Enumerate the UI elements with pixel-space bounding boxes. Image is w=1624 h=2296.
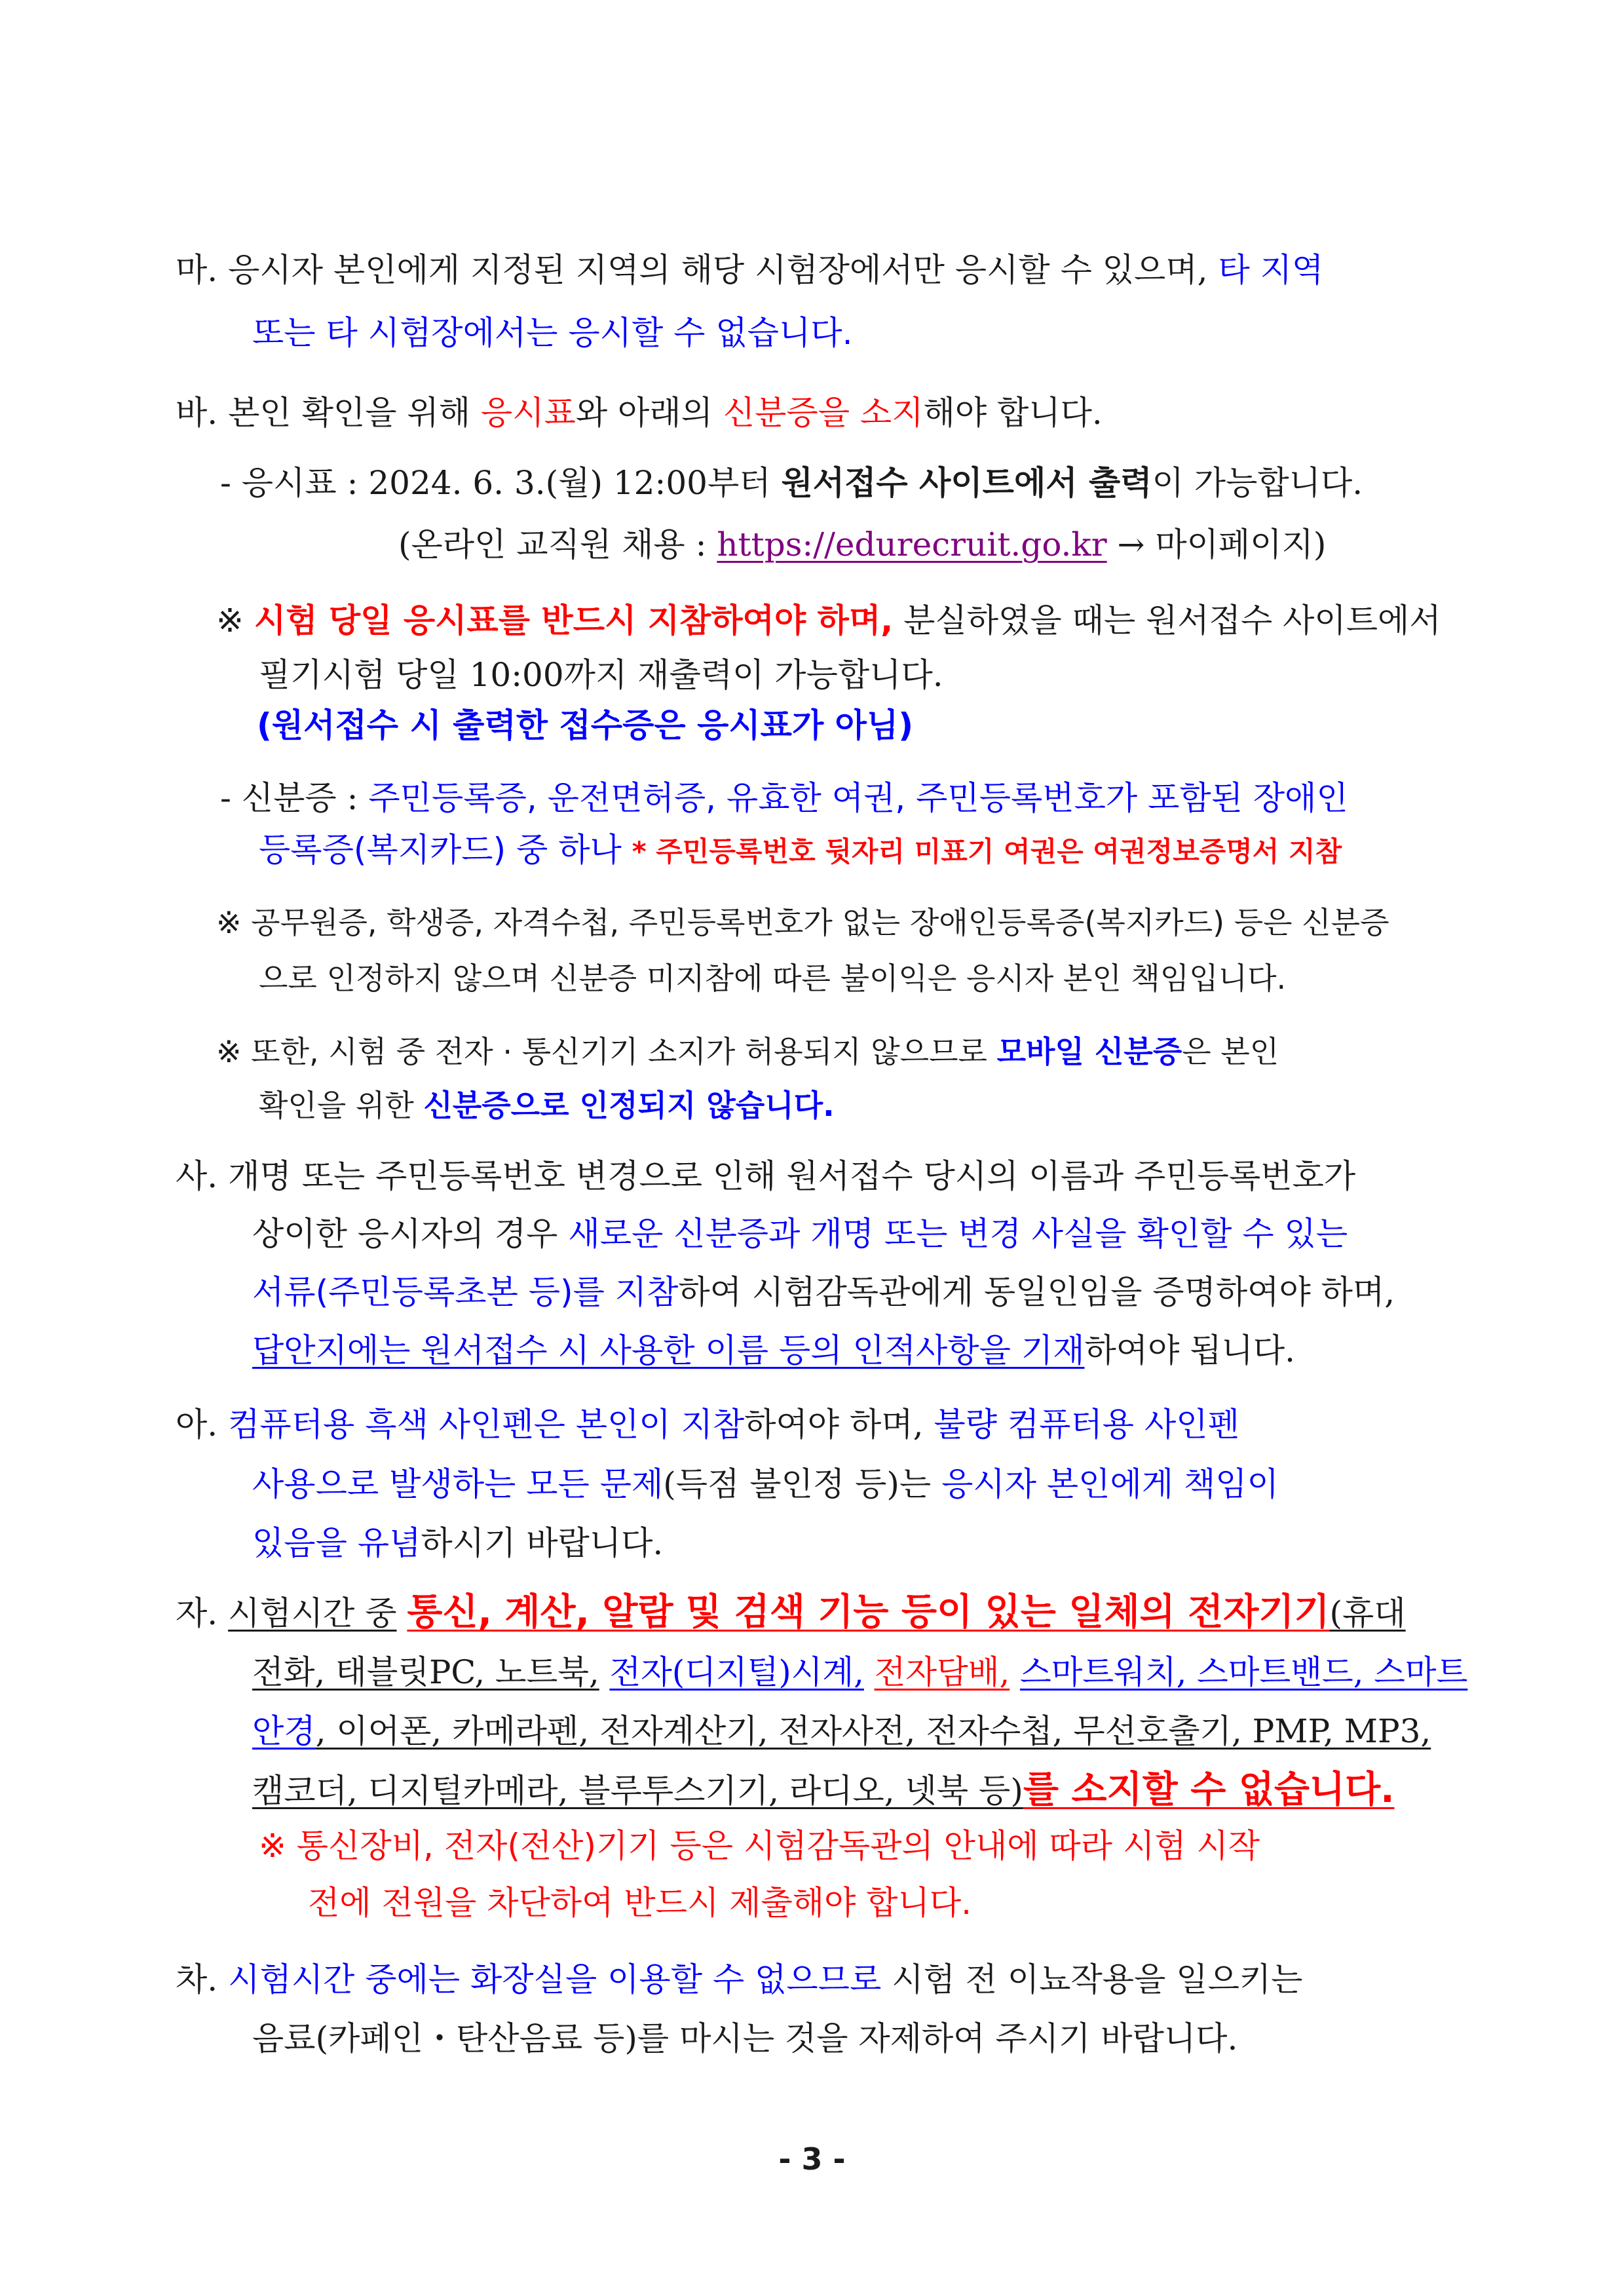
item-sa-text-2b: 새로운 신분증과 개명 또는 변경 사실을 확인할 수 있는	[568, 1215, 1348, 1253]
item-sa-text-3b: 하여 시험감독관에게 동일인임을 증명하여야 하며,	[678, 1273, 1395, 1311]
item-ba-text-2: 응시표	[480, 394, 576, 432]
notice-3-mobile-id: 모바일 신분증	[996, 1034, 1182, 1069]
notice-2-text-1: 공무원증, 학생증, 자격수첩, 주민등록번호가 없는 장애인등록증(복지카드) 등은 신분증	[251, 905, 1389, 940]
item-sa-line-2	[252, 1211, 1348, 1257]
id-card-list-1: 주민등록증, 운전면허증, 유효한 여권, 주민등록번호가 포함된 장애인	[368, 779, 1348, 817]
item-a-text-2a: 사용으로 발생하는 모든 문제	[252, 1465, 664, 1503]
item-ba-marker: 바.	[176, 394, 218, 432]
notice-3-line-1	[216, 1029, 1279, 1075]
notice-3-text-a: 또한, 시험 중 전자 · 통신기기 소지가 허용되지 않으므로	[251, 1034, 987, 1069]
item-cha-text-1b: 시험 전 이뇨작용을 일으키는	[892, 1961, 1303, 1999]
notice-2-mark: ※	[216, 905, 242, 940]
id-card-list-2: 등록증(복지카드) 중 하나	[259, 831, 622, 869]
edurecruit-link[interactable]: https://edurecruit.go.kr	[717, 526, 1107, 564]
item-sa-line-3	[252, 1269, 1395, 1315]
item-ja-text-2a: 전화, 태블릿PC, 노트북,	[252, 1653, 599, 1691]
item-cha-line-2: 음료(카페인・탄산음료 등)를 마시는 것을 자제하여 주시기 바랍니다.	[252, 2019, 1238, 2057]
item-ja-text-2c: 전자담배,	[874, 1653, 1010, 1691]
item-a-text-3a: 있음을 유념	[252, 1524, 421, 1562]
item-ja-marker: 자.	[176, 1594, 218, 1632]
item-ja-text-2b: 전자(디지털)시계,	[609, 1653, 864, 1691]
notice-3-text-e: 신분증으로 인정되지 않습니다.	[423, 1088, 835, 1123]
notice-1-red: 시험 당일 응시표를 반드시 지참하여야 하며,	[254, 602, 894, 640]
notice-1-line-2: 필기시험 당일 10:00까지 재출력이 가능합니다.	[259, 656, 943, 694]
admission-site-line	[398, 522, 1326, 567]
item-cha-text-1a: 시험시간 중에는 화장실을 이용할 수 없으므로	[228, 1961, 882, 1999]
id-card-line-2	[259, 827, 1342, 875]
admission-site-open: (온라인 교직원 채용 :	[398, 526, 707, 564]
notice-2-line-2: 으로 인정하지 않으며 신분증 미지참에 따른 불이익은 응시자 본인 책임입니다.	[259, 961, 1287, 996]
item-a-marker: 아.	[176, 1406, 218, 1444]
notice-3-text-c: 은 본인	[1182, 1034, 1279, 1069]
item-ja-text-1a: 시험시간 중	[228, 1594, 397, 1632]
item-ba-text-5: 소지	[859, 394, 924, 432]
id-card-lead: - 신분증 :	[220, 779, 358, 817]
item-sa-text-4a: 답안지에는 원서접수 시 사용한 이름 등의 인적사항을 기재	[252, 1331, 1085, 1369]
item-ja-text-3a: 안경	[252, 1712, 316, 1750]
item-ba-text-3: 와 아래의	[575, 394, 713, 432]
item-ma-marker: 마.	[176, 251, 218, 289]
item-a-line-2	[252, 1461, 1279, 1507]
item-a-text-2c: 응시자 본인에게 책임이	[941, 1465, 1279, 1503]
page-number: - 3 -	[778, 2141, 846, 2177]
item-a-text-1b: 하여야 하며,	[744, 1406, 924, 1444]
item-ba-text-4: 신분증을	[723, 394, 850, 432]
item-ja-text-4a: 캠코더, 디지털카메라, 블루투스기기, 라디오, 넷북 등)	[252, 1772, 1023, 1810]
item-cha-line-1	[176, 1957, 1302, 2002]
admission-ticket-lead: - 응시표 : 2024. 6. 3.(월) 12:00부터	[220, 464, 771, 502]
notice-1-line-3: (원서접수 시 출력한 접수증은 응시표가 아님)	[257, 706, 914, 744]
notice-1-mark: ※	[216, 602, 244, 640]
item-ba-text-1: 본인 확인을 위해	[228, 394, 470, 432]
item-sa-text-3a: 서류(주민등록초본 등)를 지참	[252, 1273, 679, 1311]
item-a-text-1c: 불량 컴퓨터용 사인펜	[934, 1406, 1239, 1444]
item-sa-text-4b: 하여야 됩니다.	[1084, 1331, 1296, 1369]
admission-ticket-tail: 이 가능합니다.	[1152, 464, 1363, 502]
item-ja-text-4b: 를 소지할 수 없습니다.	[1023, 1769, 1395, 1811]
item-ma-line-1	[176, 247, 1323, 293]
item-cha-marker: 차.	[176, 1961, 218, 1999]
item-ja-notice-line-1: ※ 통신장비, 전자(전산)기기 등은 시험감독관의 안내에 따라 시험 시작	[259, 1827, 1260, 1865]
notice-1-line-1	[216, 598, 1441, 643]
id-card-line-1	[220, 775, 1348, 821]
item-a-line-1	[176, 1402, 1239, 1447]
notice-1-rest: 분실하였을 때는 원서접수 사이트에서	[903, 602, 1441, 640]
item-ja-line-3	[252, 1708, 1431, 1754]
item-ja-line-4	[252, 1767, 1395, 1814]
admission-ticket-line	[220, 460, 1363, 506]
id-card-red-note: * 주민등록번호 뒷자리 미표기 여권은 여권정보증명서 지참	[632, 835, 1342, 868]
notice-2-line-1	[216, 900, 1389, 946]
notice-3-mark: ※	[216, 1034, 242, 1069]
item-sa-line-4	[252, 1328, 1295, 1373]
item-ja-text-3b: , 이어폰, 카메라펜, 전자계산기, 전자사전, 전자수첩, 무선호출기, PMP, MP3,	[315, 1712, 1431, 1750]
item-a-text-3b: 하시기 바랍니다.	[421, 1524, 664, 1562]
item-ja-text-1c: (휴대	[1329, 1594, 1406, 1632]
item-ba-text-6: 해야 합니다.	[923, 394, 1103, 432]
item-sa-text-1: 개명 또는 주민등록번호 변경으로 인해 원서접수 당시의 이름과 주민등록번호가	[228, 1157, 1356, 1195]
item-a-text-2b: (득점 불인정 등)는	[663, 1465, 932, 1503]
item-ja-text-2d: 스마트워치, 스마트밴드, 스마트	[1019, 1653, 1468, 1691]
item-sa-marker: 사.	[176, 1157, 218, 1195]
item-ba-line-1	[176, 390, 1103, 436]
admission-ticket-bold: 원서접수 사이트에서 출력	[781, 464, 1152, 502]
item-sa-line-1	[176, 1153, 1355, 1199]
notice-3-line-2	[259, 1082, 835, 1128]
item-ja-text-1b: 통신, 계산, 알람 및 검색 기능 등이 있는 일체의 전자기기	[407, 1591, 1330, 1634]
item-ja-line-2	[252, 1649, 1467, 1695]
item-ma-line-2: 또는 타 시험장에서는 응시할 수 없습니다.	[252, 314, 853, 352]
item-ja-line-1	[176, 1590, 1406, 1636]
item-sa-text-2a: 상이한 응시자의 경우	[252, 1215, 558, 1253]
notice-3-text-d: 확인을 위한	[259, 1088, 414, 1123]
item-a-text-1a: 컴퓨터용 흑색 사인펜은 본인이 지참	[228, 1406, 745, 1444]
item-a-line-3	[252, 1520, 663, 1566]
admission-site-close: → 마이페이지)	[1117, 526, 1327, 564]
item-ja-notice-line-2: 전에 전원을 차단하여 반드시 제출해야 합니다.	[308, 1884, 972, 1922]
item-ma-text-1a: 응시자 본인에게 지정된 지역의 해당 시험장에서만 응시할 수 있으며,	[228, 251, 1208, 289]
item-ma-text-1b: 타 지역	[1218, 251, 1324, 289]
